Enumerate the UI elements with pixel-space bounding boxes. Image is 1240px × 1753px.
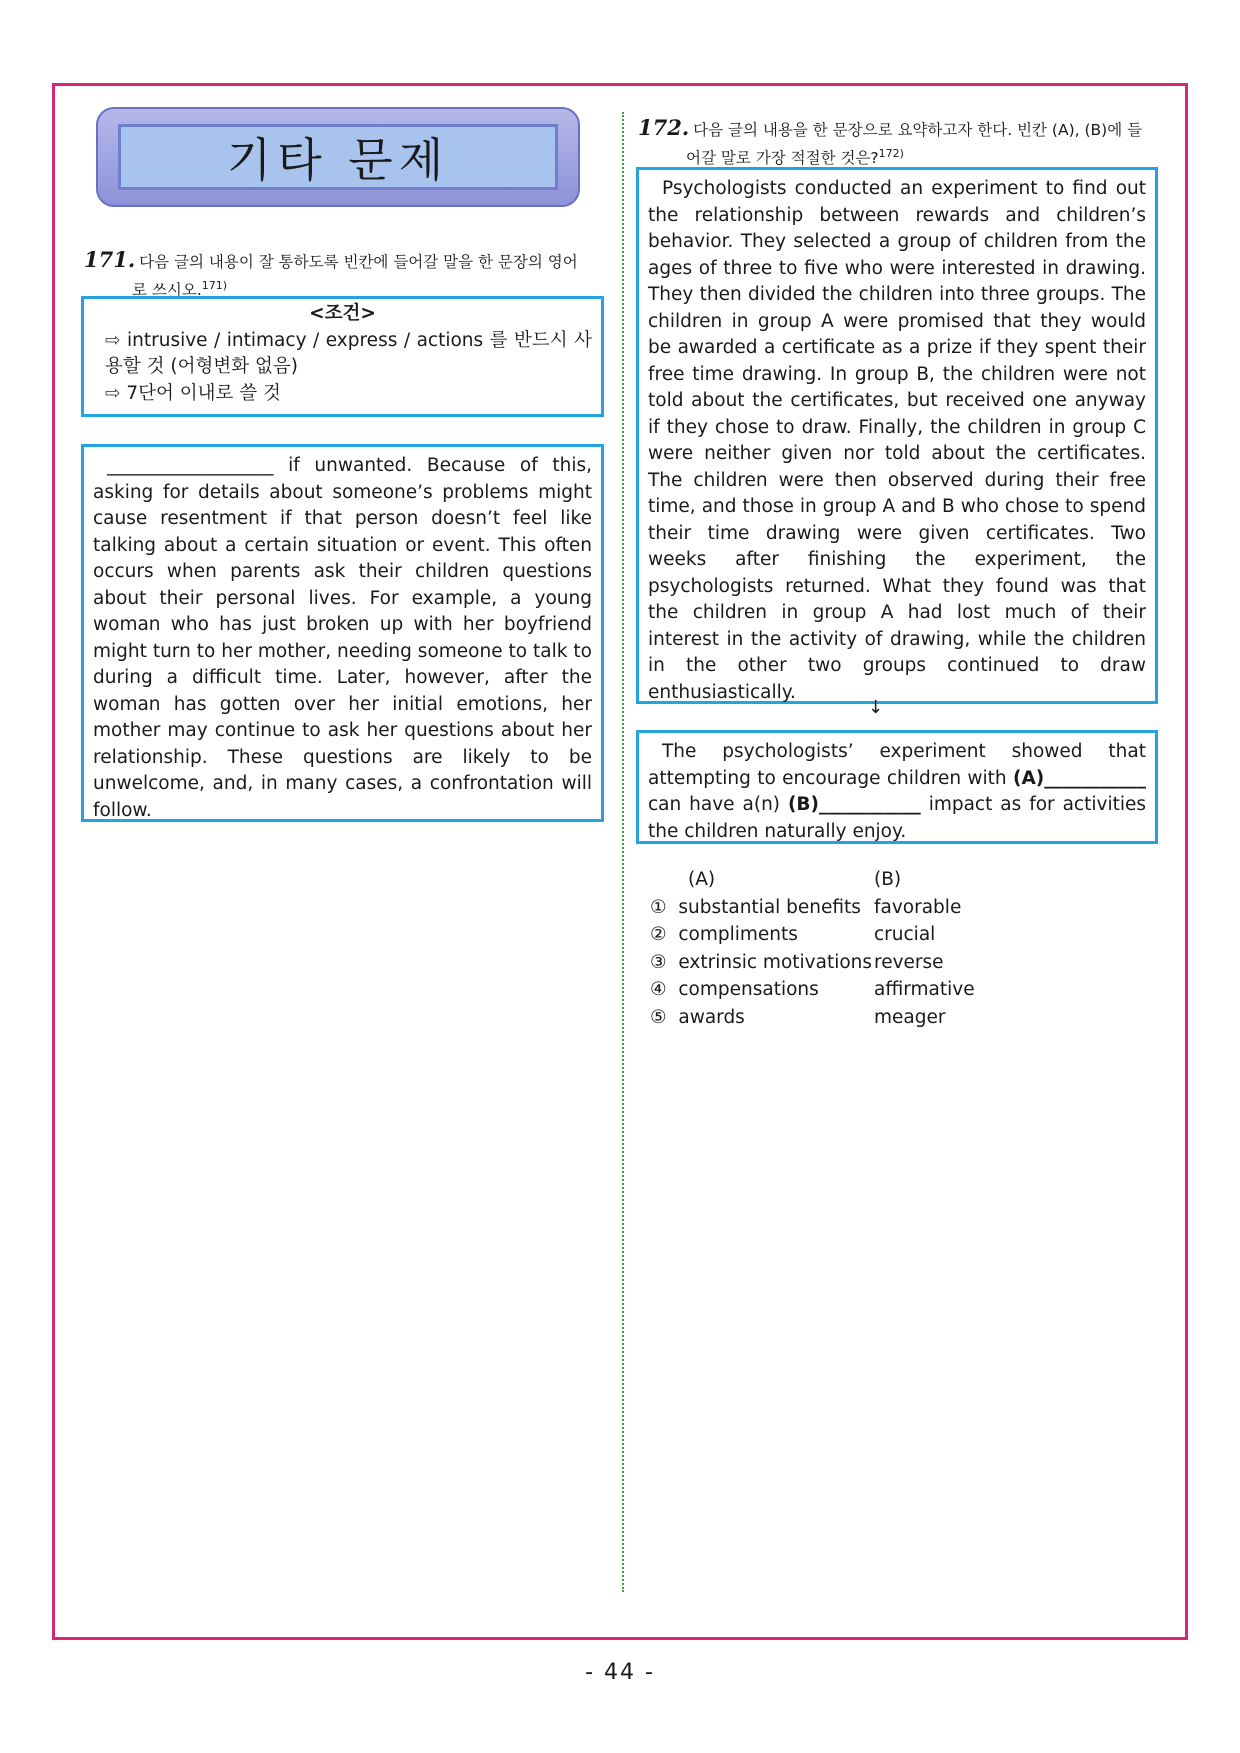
choice-option[interactable]: ② compliments crucial [650, 924, 936, 945]
question-171-header [84, 248, 604, 302]
section-banner-inner [118, 124, 558, 190]
choice-option[interactable]: ⑤ awards meager [650, 1006, 946, 1028]
condition-box [81, 296, 604, 417]
question-number: 171. [84, 247, 136, 272]
column-b-header: (B) [874, 869, 902, 890]
section-title: 기타 문제 [226, 133, 450, 187]
blank-a: (A)___________ [1013, 767, 1146, 789]
choice-option[interactable]: ④ compensations affirmative [650, 979, 975, 1000]
choice-option[interactable]: ③ extrinsic motivations reverse [650, 951, 944, 973]
arrow-down-icon: ↓ [868, 697, 884, 718]
column-a-header: (A) [688, 869, 716, 890]
arrow-right-icon: ⇨ [105, 329, 127, 351]
summary-sentence: The psychologists’ experiment showed that attempting to encourage children with (A)___________ can have a(n) (B)___________ impact as for activities the children naturally enjoy. [648, 741, 1146, 842]
question-instruction-cont: 로 쓰시오. [132, 281, 202, 300]
question-instruction: 다음 글의 내용을 한 문장으로 요약하고자 한다. 빈칸 (A), (B)에 들 [693, 121, 1143, 139]
condition-title: <조건> [309, 303, 376, 324]
condition-item: ⇨ intrusive / intimacy / express / actions 를 반드시 사용할 것 (어형변화 없음) [105, 329, 592, 377]
question-instruction: 다음 글의 내용이 잘 통하도록 빈칸에 들어갈 말을 한 문장의 영어 [139, 253, 578, 271]
page-number: - 44 - [585, 1660, 655, 1685]
footnote-ref: 172) [878, 147, 904, 160]
question-172-header [638, 116, 1158, 170]
summary-box [636, 730, 1158, 844]
footnote-ref: 171) [201, 279, 228, 292]
passage-172: Psychologists conducted an experiment to find out the relationship between rewards and children’s behavior. They selected a group of children from the ages of three to five who were interested in drawing. They then divided the children into three groups. The children in group A were promised that they would be awarded a certificate as a prize if they spent their free time drawing. In group B, the children were not told about the certificates, but received one anyway if they chose to draw. Finally, the children in group C were neither given nor told about the certificates. The children were then observed during their free time, and those in group A and B who chose to spend their time drawing were given certificates. Two weeks after finishing the experiment, the psychologists returned. What they found was that the children in group A had lost much of their interest in the activity of drawing, while the children in the other two groups continued to draw enthusiastically. [636, 167, 1158, 704]
question-number: 172. [638, 115, 690, 140]
arrow-right-icon: ⇨ [105, 382, 127, 404]
column-divider [622, 112, 624, 1592]
choices-header [650, 866, 975, 894]
blank-b: (B)___________ [787, 794, 921, 815]
answer-choices [650, 866, 975, 1031]
choice-option[interactable]: ① substantial benefits favorable [650, 896, 962, 918]
passage-171: __________________ if unwanted. Because of this, asking for details about someone’s problems might cause resentment if that person doesn’t feel like talking about a certain situation or event. This often occurs when parents ask their children questions about their personal lives. For example, a young woman who has just broken up with her boyfriend might turn to her mother, needing someone to talk to during a difficult time. Later, however, after the woman has gotten over her initial emotions, her mother may continue to ask her questions about her relationship. These questions are likely to be unwelcome, and, in many cases, a confrontation will follow. [81, 444, 604, 822]
question-instruction-cont: 어갈 말로 가장 적절한 것은? [686, 149, 879, 168]
condition-item: ⇨ 7단어 이내로 쓸 것 [105, 382, 281, 404]
